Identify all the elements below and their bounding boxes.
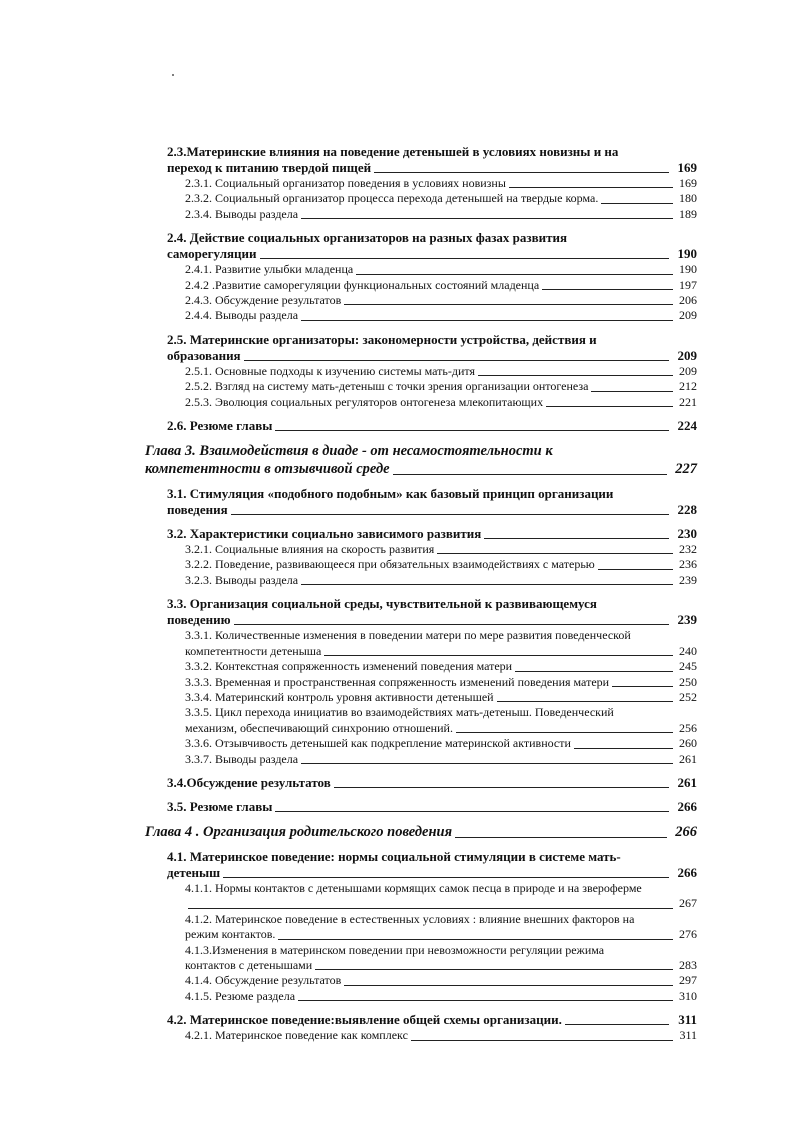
toc-subsection (145, 308, 697, 323)
toc-entry-title: 4.1.4. Обсуждение результатов (185, 973, 342, 988)
toc-subsection (145, 573, 697, 588)
toc-page-number: 311 (678, 1012, 697, 1028)
leader-line (234, 624, 669, 625)
toc-entry-title: детеныш (167, 864, 221, 880)
toc-page-number: 230 (677, 526, 697, 542)
toc-section (145, 596, 697, 628)
toc-entry-title: 3.2.2. Поведение, развивающееся при обязательных взаимодействиях с матерью (185, 557, 595, 572)
table-of-contents (145, 144, 697, 1044)
toc-entry-title: контактов с детенышами (185, 957, 313, 972)
toc-entry-title-line: 2.4. Действие социальных организаторов на разных фазах развития (167, 230, 568, 246)
leader-line (231, 514, 669, 515)
leader-line (574, 748, 673, 749)
toc-page-number: 252 (679, 689, 697, 704)
toc-page-number: 261 (679, 751, 697, 766)
toc-page-number: 261 (677, 774, 697, 790)
leader-line (356, 274, 673, 275)
toc-section (145, 799, 697, 815)
toc-entry-title: 2.5.2. Взгляд на систему мать-детеныш с точки зрения организации онтогенеза (185, 379, 589, 394)
leader-line (260, 258, 670, 259)
leader-line (275, 811, 669, 812)
toc-page-number: 245 (679, 659, 697, 674)
toc-chapter (145, 442, 697, 478)
leader-line (542, 289, 673, 290)
toc-page-number: 239 (677, 612, 697, 628)
toc-subsection (145, 736, 697, 751)
leader-line (301, 763, 673, 764)
toc-entry-title: 2.4.1. Развитие улыбки младенца (185, 262, 354, 277)
toc-page-number: 239 (679, 572, 697, 587)
toc-page-number: 209 (677, 347, 697, 363)
toc-page-number: 209 (679, 363, 697, 378)
toc-page-number: 232 (679, 542, 697, 557)
toc-subsection (145, 207, 697, 222)
leader-line (278, 939, 673, 940)
toc-subsection (145, 943, 697, 974)
toc-entry-title: поведения (167, 502, 228, 518)
toc-page-number: 221 (679, 394, 697, 409)
toc-entry-title: 2.6. Резюме главы (167, 418, 273, 434)
toc-subsection (145, 395, 697, 410)
leader-line (455, 837, 667, 838)
toc-entry-title-line: Глава 3. Взаимодействия в диаде - от несамостоятельности к (145, 443, 553, 460)
toc-entry-title: 2.3.4. Выводы раздела (185, 206, 299, 221)
toc-entry-title: режим контактов. (185, 927, 276, 942)
toc-entry-title: 2.4.4. Выводы раздела (185, 308, 299, 323)
toc-entry-title-line: 3.3.1. Количественные изменения в поведении матери по мере развития поведенческой (185, 628, 631, 643)
toc-subsection (145, 542, 697, 557)
leader-line (411, 1040, 673, 1041)
toc-subsection (145, 1028, 697, 1043)
leader-line (244, 360, 669, 361)
leader-line (546, 406, 673, 407)
toc-section (145, 418, 697, 434)
toc-page-number: 266 (677, 798, 697, 814)
leader-line (591, 391, 673, 392)
toc-page-number: 283 (679, 957, 697, 972)
toc-page-number: 190 (677, 246, 697, 262)
toc-entry-title: 3.2. Характеристики социально зависимого развития (167, 526, 482, 542)
toc-page-number: 206 (679, 293, 697, 308)
toc-entry-title: компетентности детеныша (185, 643, 322, 658)
toc-page-number: 228 (677, 502, 697, 518)
toc-page-number: 240 (679, 643, 697, 658)
toc-entry-title: 2.5.3. Эволюция социальных регуляторов онтогенеза млекопитающих (185, 394, 544, 409)
leader-line (515, 671, 673, 672)
leader-line (478, 375, 673, 376)
leader-line (484, 538, 669, 539)
toc-entry-title: 2.5.1. Основные подходы к изучению системы мать-дитя (185, 363, 476, 378)
toc-page-number: 236 (679, 557, 697, 572)
toc-entry-title: механизм, обеспечивающий синхронию отношений. (185, 720, 453, 735)
leader-line (315, 969, 673, 970)
toc-entry-title-line: 4.1.3.Изменения в материнском поведении при невозможности регуляции режима (185, 942, 605, 957)
toc-page-number: 267 (679, 896, 697, 911)
toc-entry-title: переход к питанию твердой пищей (167, 160, 372, 175)
toc-entry-title: образования (167, 347, 241, 363)
leader-line (374, 172, 669, 173)
toc-subsection (145, 705, 697, 736)
leader-line (301, 218, 673, 219)
toc-page-number: 250 (679, 674, 697, 689)
toc-entry-title: поведению (167, 612, 231, 628)
toc-subsection (145, 628, 697, 659)
toc-section (145, 230, 697, 262)
toc-subsection (145, 675, 697, 690)
toc-entry-title: 3.3.2. Контекстная сопряженность изменений поведения матери (185, 659, 513, 674)
toc-subsection (145, 278, 697, 293)
toc-section (145, 1012, 697, 1028)
toc-entry-title-line: 4.1.2. Материнское поведение в естественных условиях : влияние внешних факторов на (185, 911, 635, 926)
toc-page-number: 310 (679, 988, 697, 1003)
toc-entry-title: 2.3.2. Социальный организатор процесса перехода детенышей на твердые корма. (185, 191, 599, 206)
toc-entry-title-line: 2.3.Материнские влияния на поведение детенышей в условиях новизны и на (167, 144, 619, 159)
leader-line (188, 908, 673, 909)
toc-entry-title: 3.3.4. Материнский контроль уровня активности детенышей (185, 689, 494, 704)
toc-page-number: 209 (679, 308, 697, 323)
toc-subsection (145, 176, 697, 191)
toc-entry-title: 2.3.1. Социальный организатор поведения в условиях новизны (185, 176, 506, 190)
toc-subsection (145, 752, 697, 767)
toc-entry-title: 2.4.3. Обсуждение результатов (185, 293, 342, 308)
toc-entry-title: 4.1.5. Резюме раздела (185, 988, 296, 1003)
leader-line (456, 732, 673, 733)
toc-entry-title: 3.3.3. Временная и пространственная сопряженность изменений поведения матери (185, 674, 610, 689)
toc-subsection (145, 912, 697, 943)
leader-line (275, 430, 669, 431)
toc-page-number: 189 (679, 206, 697, 221)
toc-subsection (145, 379, 697, 394)
toc-subsection (145, 989, 697, 1004)
toc-section (145, 849, 697, 881)
leader-line (497, 701, 673, 702)
toc-section (145, 486, 697, 518)
toc-subsection (145, 690, 697, 705)
toc-page-number: 297 (679, 973, 697, 988)
toc-subsection (145, 659, 697, 674)
toc-entry-title-line: 3.3. Организация социальной среды, чувствительной к развивающемуся (167, 596, 597, 612)
toc-page-number: 197 (679, 277, 697, 292)
toc-subsection (145, 557, 697, 572)
toc-entry-title: компетентности в отзывчивой среде (145, 461, 390, 478)
toc-subsection (145, 262, 697, 277)
toc-subsection (145, 881, 697, 912)
toc-entry-title: 3.2.1. Социальные влияния на скорость развития (185, 542, 435, 557)
toc-subsection (145, 191, 697, 206)
toc-page-number: 256 (679, 720, 697, 735)
toc-subsection (145, 364, 697, 379)
toc-page-number: 212 (679, 379, 697, 394)
toc-entry-title: 2.4.2 .Развитие саморегуляции функциональных состояний младенца (185, 277, 540, 292)
leader-line (393, 474, 667, 475)
toc-entry-title-line: 3.3.5. Цикл перехода инициатив во взаимодействиях мать-детеныш. Поведенческий (185, 705, 614, 720)
leader-line (344, 985, 673, 986)
toc-section (145, 526, 697, 542)
leader-line (612, 686, 673, 687)
leader-line (437, 553, 673, 554)
toc-entry-title: 4.2. Материнское поведение:выявление общей схемы организации. (167, 1012, 562, 1028)
toc-entry-title: 4.2.1. Материнское поведение как комплекс (185, 1028, 408, 1043)
toc-section (145, 775, 697, 791)
toc-page-number: 180 (679, 191, 697, 206)
leader-line (301, 320, 673, 321)
toc-entry-title: 3.3.6. Отзывчивость детенышей как подкрепление материнской активности (185, 736, 571, 751)
leader-line (598, 569, 673, 570)
toc-page-number: 169 (677, 160, 697, 175)
leader-line (324, 655, 673, 656)
toc-entry-title: 3.3.7. Выводы раздела (185, 751, 299, 766)
leader-line (509, 187, 673, 188)
toc-section (145, 332, 697, 364)
leader-line (601, 203, 673, 204)
leader-line (565, 1024, 669, 1025)
toc-page-number: 190 (679, 262, 697, 277)
scan-speck (172, 74, 174, 76)
toc-entry-title: 3.2.3. Выводы раздела (185, 572, 299, 587)
toc-page-number: 224 (677, 418, 697, 434)
toc-entry-title-line: 4.1.1. Нормы контактов с детенышами кормящих самок песца в природе и на звероферме (185, 880, 642, 895)
toc-page-number: 311 (679, 1028, 697, 1043)
leader-line (298, 1000, 673, 1001)
leader-line (334, 787, 669, 788)
toc-chapter (145, 823, 697, 841)
toc-page-number: 260 (679, 736, 697, 751)
toc-entry-title: 3.4.Обсуждение результатов (167, 774, 331, 790)
toc-entry-title: саморегуляции (167, 246, 257, 262)
toc-entry-title: 3.5. Резюме главы (167, 798, 273, 814)
toc-page-number: 169 (679, 176, 697, 190)
leader-line (301, 584, 673, 585)
toc-subsection (145, 293, 697, 308)
toc-page-number: 276 (679, 927, 697, 942)
toc-section (145, 144, 697, 176)
toc-page-number: 227 (675, 461, 697, 478)
toc-entry-title: Глава 4 . Организация родительского поведения (145, 823, 453, 840)
toc-page-number: 266 (677, 864, 697, 880)
leader-line (223, 877, 669, 878)
toc-subsection (145, 973, 697, 988)
toc-entry-title-line: 3.1. Стимуляция «подобного подобным» как базовый принцип организации (167, 486, 614, 502)
leader-line (344, 304, 673, 305)
toc-entry-title-line: 2.5. Материнские организаторы: закономерности устройства, действия и (167, 331, 597, 347)
toc-entry-title-line: 4.1. Материнское поведение: нормы социальной стимуляции в системе мать- (167, 848, 621, 864)
toc-page-number: 266 (675, 823, 697, 840)
